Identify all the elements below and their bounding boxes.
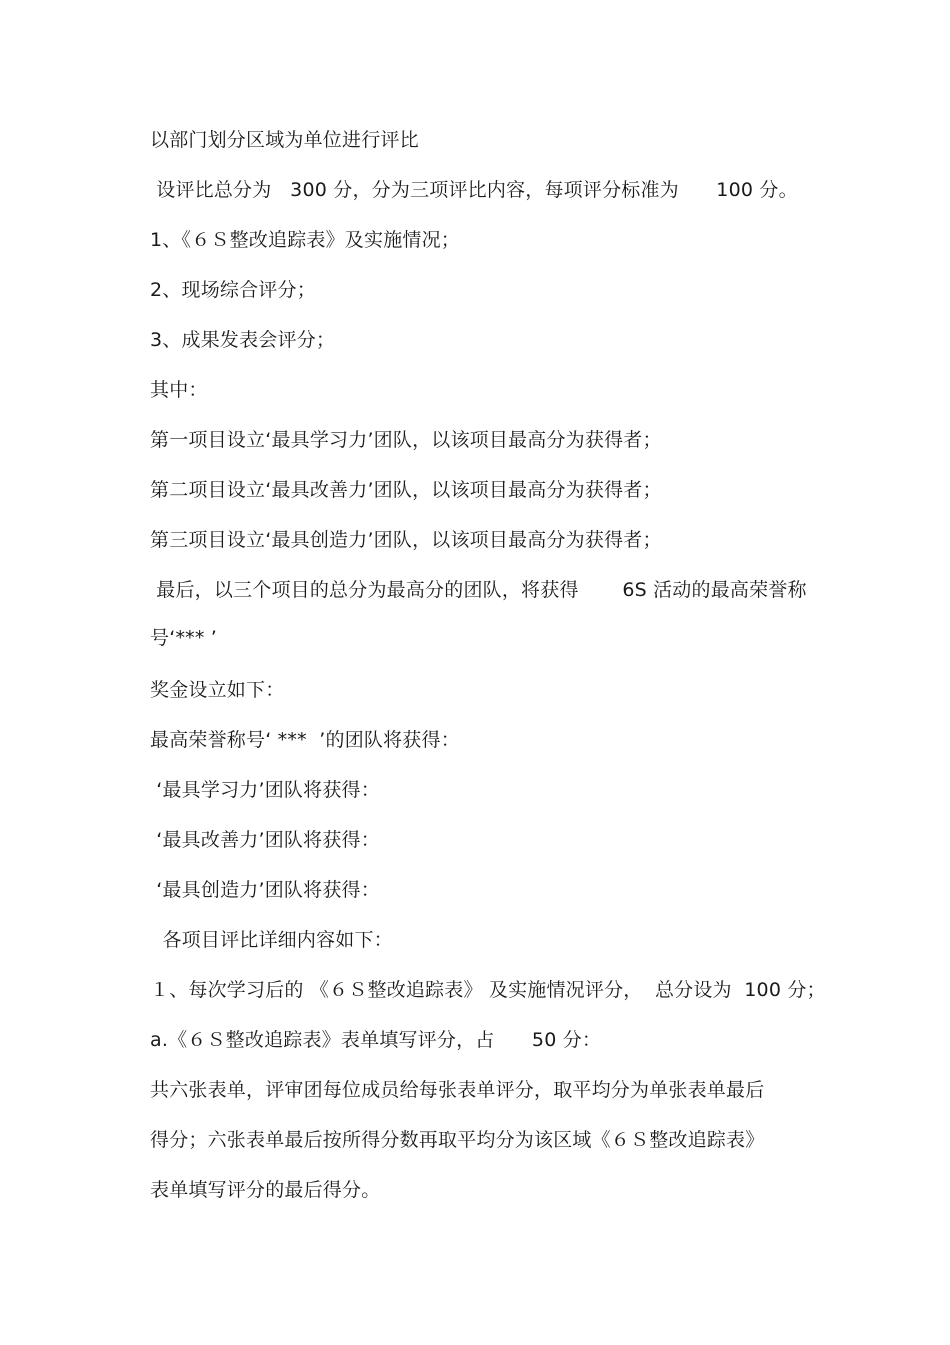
text-line-4: 2、现场综合评分； [150,279,316,301]
text-line-17: 各项目评比详细内容如下： [150,929,393,951]
text-line-18: １、每次学习后的 《６Ｓ整改追踪表》 及实施情况评分， 总分设为 100 分； [150,979,826,1001]
text-line-3: 1、《６Ｓ整改追踪表》及实施情况； [150,229,460,251]
text-line-19: a.《６Ｓ整改追踪表》表单填写评分，占 50 分： [150,1029,602,1051]
text-line-9: 第三项目设立‘最具创造力’团队，以该项目最高分为获得者； [150,529,662,551]
text-line-11: 号‘*** ’ [150,627,218,649]
text-line-12: 奖金设立如下： [150,679,285,701]
text-line-20: 共六张表单，评审团每位成员给每张表单评分，取平均分为单张表单最后 [150,1079,765,1101]
text-line-14: ‘最具学习力’团队将获得： [150,779,380,801]
text-line-6: 其中： [150,379,208,401]
text-line-15: ‘最具改善力’团队将获得： [150,829,380,851]
text-line-2: 设评比总分为 300 分，分为三项评比内容，每项评分标准为 100 分。 [150,179,798,201]
text-line-7: 第一项目设立‘最具学习力’团队，以该项目最高分为获得者； [150,429,662,451]
text-line-22: 表单填写评分的最后得分。 [150,1179,381,1201]
text-line-10: 最后，以三个项目的总分为最高分的团队，将获得 6S 活动的最高荣誉称 [150,579,807,601]
text-line-13: 最高荣誉称号‘ *** ’的团队将获得： [150,729,460,751]
text-line-1: 以部门划分区域为单位进行评比 [150,129,419,151]
text-line-16: ‘最具创造力’团队将获得： [150,879,380,901]
text-line-5: 3、成果发表会评分； [150,329,336,351]
text-line-8: 第二项目设立‘最具改善力’团队，以该项目最高分为获得者； [150,479,662,501]
text-line-21: 得分；六张表单最后按所得分数再取平均分为该区域《６Ｓ整改追踪表》 [150,1129,765,1151]
